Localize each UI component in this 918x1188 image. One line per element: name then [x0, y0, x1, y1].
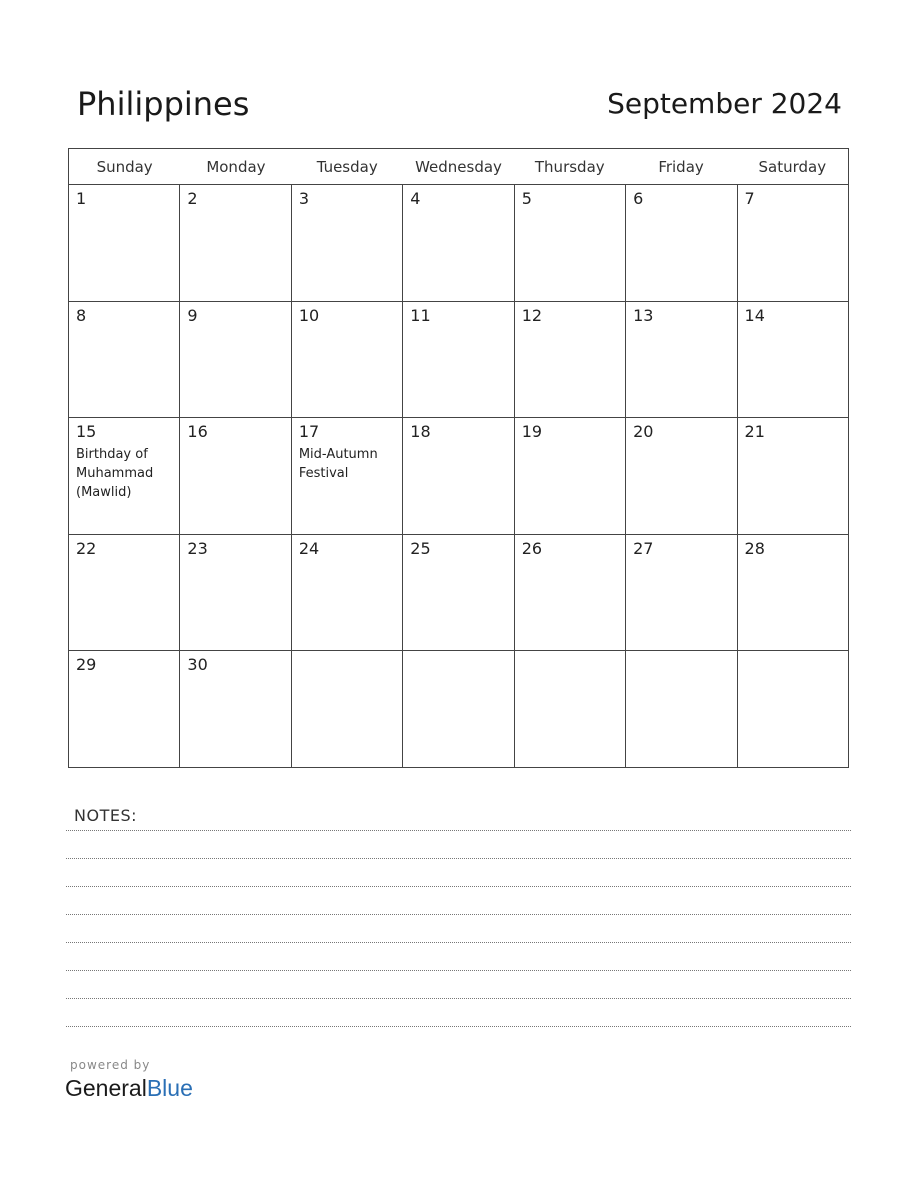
weekday-tuesday: Tuesday: [316, 158, 378, 176]
day-cell: [180, 535, 291, 651]
day-cell: [403, 302, 514, 418]
note-line: [66, 914, 851, 915]
brand-general-text: General: [65, 1075, 147, 1101]
day-number: 7: [744, 189, 755, 208]
day-cell: [403, 535, 514, 651]
day-cell: [738, 185, 848, 301]
weekday-saturday: Saturday: [758, 158, 827, 176]
day-number: 19: [521, 422, 543, 442]
day-number: 20: [633, 422, 654, 442]
note-line: [66, 830, 851, 831]
day-number: 14: [744, 305, 765, 325]
day-cell: [738, 651, 848, 767]
day-cell: [69, 535, 180, 651]
day-cell: [180, 185, 291, 301]
day-number: 1: [76, 189, 87, 208]
day-cell: [515, 418, 626, 534]
day-cell: [515, 185, 626, 301]
month-title: September 2024: [607, 87, 842, 120]
day-number: 2: [187, 189, 198, 208]
day-cell: [292, 302, 403, 418]
notes-label: NOTES:: [74, 806, 137, 825]
day-cell: [69, 302, 180, 418]
day-cell: [69, 651, 180, 767]
day-cell: [180, 651, 291, 767]
day-cell: [403, 185, 514, 301]
week-row: [69, 535, 848, 652]
week-row: [69, 185, 848, 302]
day-cell: [738, 535, 848, 651]
weekday-friday: Friday: [658, 158, 704, 176]
note-line: [66, 858, 851, 859]
day-cell: [292, 535, 403, 651]
day-cell: [515, 651, 626, 767]
day-cell: [180, 302, 291, 418]
day-cell: [626, 302, 737, 418]
day-number: 6: [633, 189, 644, 208]
day-number: 29: [76, 655, 97, 675]
holiday-event: Birthday of Muhammad (Mawlid): [76, 447, 154, 501]
weekday-sunday: Sunday: [96, 158, 153, 176]
weekday-thursday: Thursday: [534, 158, 605, 176]
note-line: [66, 1026, 851, 1027]
day-cell: [626, 535, 737, 651]
day-number: 18: [410, 422, 431, 442]
day-number: 30: [187, 655, 208, 675]
day-cell: [626, 418, 737, 534]
day-number: 21: [744, 422, 765, 442]
day-cell: [403, 651, 514, 767]
brand-blue-text: Blue: [146, 1075, 193, 1101]
holiday-event: Mid-Autumn Festival: [298, 447, 378, 482]
week-row: [69, 651, 848, 767]
day-number: 28: [744, 538, 765, 558]
day-cell: [292, 418, 403, 534]
country-title: Philippines: [77, 85, 250, 123]
day-number: 5: [521, 189, 532, 208]
day-number: 26: [521, 538, 543, 558]
day-cell: [626, 651, 737, 767]
calendar-grid: [68, 148, 849, 768]
day-number: 15: [76, 422, 97, 442]
day-number: 17: [298, 422, 320, 442]
day-number: 22: [76, 538, 97, 558]
day-number: 12: [521, 305, 543, 325]
day-number: 16: [187, 422, 208, 442]
day-cell: [69, 185, 180, 301]
day-number: 24: [298, 538, 320, 558]
weekday-header-row: [69, 149, 848, 185]
weekday-monday: Monday: [206, 158, 266, 176]
day-number: 4: [410, 189, 421, 208]
week-row: [69, 418, 848, 535]
day-cell: [69, 418, 180, 534]
day-cell: [515, 302, 626, 418]
day-cell: [626, 185, 737, 301]
powered-by-text: powered by: [70, 1058, 151, 1072]
note-line: [66, 942, 851, 943]
day-number: 27: [633, 538, 654, 558]
day-cell: [292, 651, 403, 767]
day-number: 23: [187, 538, 208, 558]
day-cell: [738, 418, 848, 534]
day-cell: [515, 535, 626, 651]
day-number: 10: [298, 305, 320, 325]
day-number: 13: [633, 305, 654, 325]
day-number: 9: [187, 305, 198, 325]
weeks-container: [69, 185, 848, 767]
day-cell: [403, 418, 514, 534]
weekday-wednesday: Wednesday: [415, 158, 502, 176]
day-cell: [738, 302, 848, 418]
note-line: [66, 886, 851, 887]
note-line: [66, 970, 851, 971]
day-cell: [180, 418, 291, 534]
day-number: 8: [76, 305, 87, 325]
note-line: [66, 998, 851, 999]
brand-logo: [65, 1075, 193, 1102]
day-cell: [292, 185, 403, 301]
week-row: [69, 302, 848, 419]
day-number: 25: [410, 538, 431, 558]
day-number: 3: [298, 189, 310, 208]
day-number: 11: [410, 305, 431, 325]
